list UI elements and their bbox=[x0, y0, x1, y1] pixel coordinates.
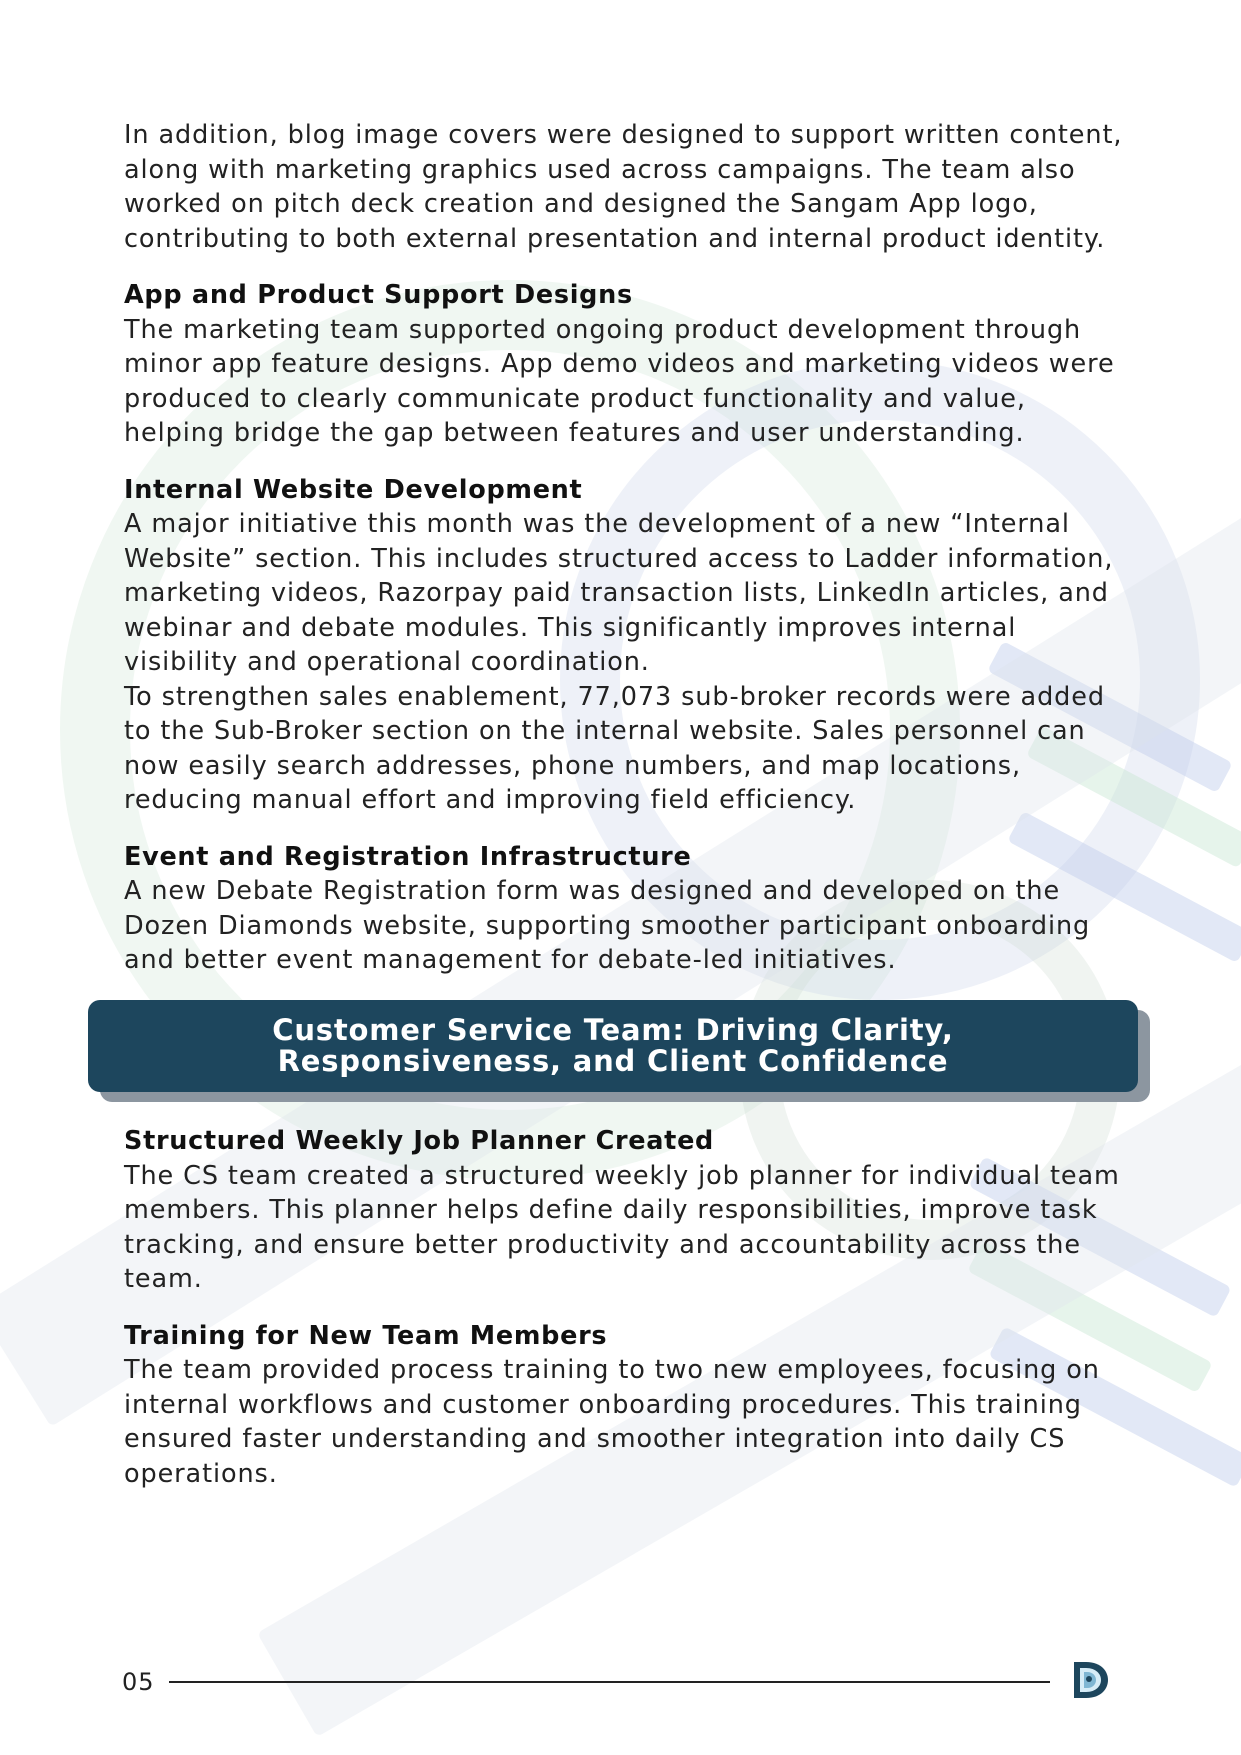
section-heading-event-registration: Event and Registration Infrastructure bbox=[124, 841, 692, 872]
dozen-diamonds-logo-icon bbox=[1068, 1658, 1112, 1706]
page-number: 05 bbox=[122, 1668, 155, 1696]
section-heading-app-product: App and Product Support Designs bbox=[124, 280, 633, 310]
section-paragraph: A major initiative this month was the development of a new “Internal Website” section. This includes structured access to Ladder information, marketing videos, Razorpay paid transaction lists, LinkedIn articles, and webinar and debate modules. This significantly improves internal visibility and operational coordination. bbox=[124, 509, 1114, 677]
page-footer bbox=[122, 1660, 1112, 1704]
marketing-content bbox=[124, 118, 1124, 978]
intro-paragraph: In addition, blog image covers were designed to support written content, along with marketing graphics used across campaigns. The team also worked on pitch deck creation and designed the Sangam App logo, contributing to both external presentation and internal product identity. bbox=[124, 120, 1123, 254]
section-heading-job-planner: Structured Weekly Job Planner Created bbox=[124, 1126, 715, 1156]
banner-box bbox=[88, 1000, 1138, 1092]
section-heading-training: Training for New Team Members bbox=[124, 1320, 608, 1351]
section-banner bbox=[88, 1000, 1138, 1092]
section-heading-internal-website: Internal Website Development bbox=[124, 474, 583, 505]
section-paragraph: To strengthen sales enablement, 77,073 sub-broker records were added to the Sub-Broker section on the internal website. Sales personnel can now easily search addresses, phone numbers, and map locations, reducing manual effort and improving field efficiency. bbox=[124, 681, 1105, 815]
section-paragraph: The marketing team supported ongoing product development through minor app feature designs. App demo videos and marketing videos were produced to clearly communicate product functionality and value, helping bridge the gap between features and user understanding. bbox=[124, 314, 1115, 448]
banner-title-line-1: Customer Service Team: Driving Clarity, bbox=[272, 1013, 954, 1047]
section-paragraph: A new Debate Registration form was designed and developed on the Dozen Diamonds website, supporting smoother participant onboarding and better event management for debate-led initiatives. bbox=[124, 876, 1091, 975]
section-paragraph: The team provided process training to two new employees, focusing on internal workflows and customer onboarding procedures. This training ensured faster understanding and smoother integration into daily CS operations. bbox=[124, 1355, 1100, 1489]
banner-title-line-2: Responsiveness, and Client Confidence bbox=[277, 1044, 949, 1078]
section-paragraph: The CS team created a structured weekly job planner for individual team members. This planner helps define daily responsibilities, improve task tracking, and ensure better productivity and accountability across the team. bbox=[124, 1160, 1120, 1294]
footer-divider bbox=[169, 1681, 1050, 1683]
customer-service-content bbox=[124, 1124, 1124, 1491]
